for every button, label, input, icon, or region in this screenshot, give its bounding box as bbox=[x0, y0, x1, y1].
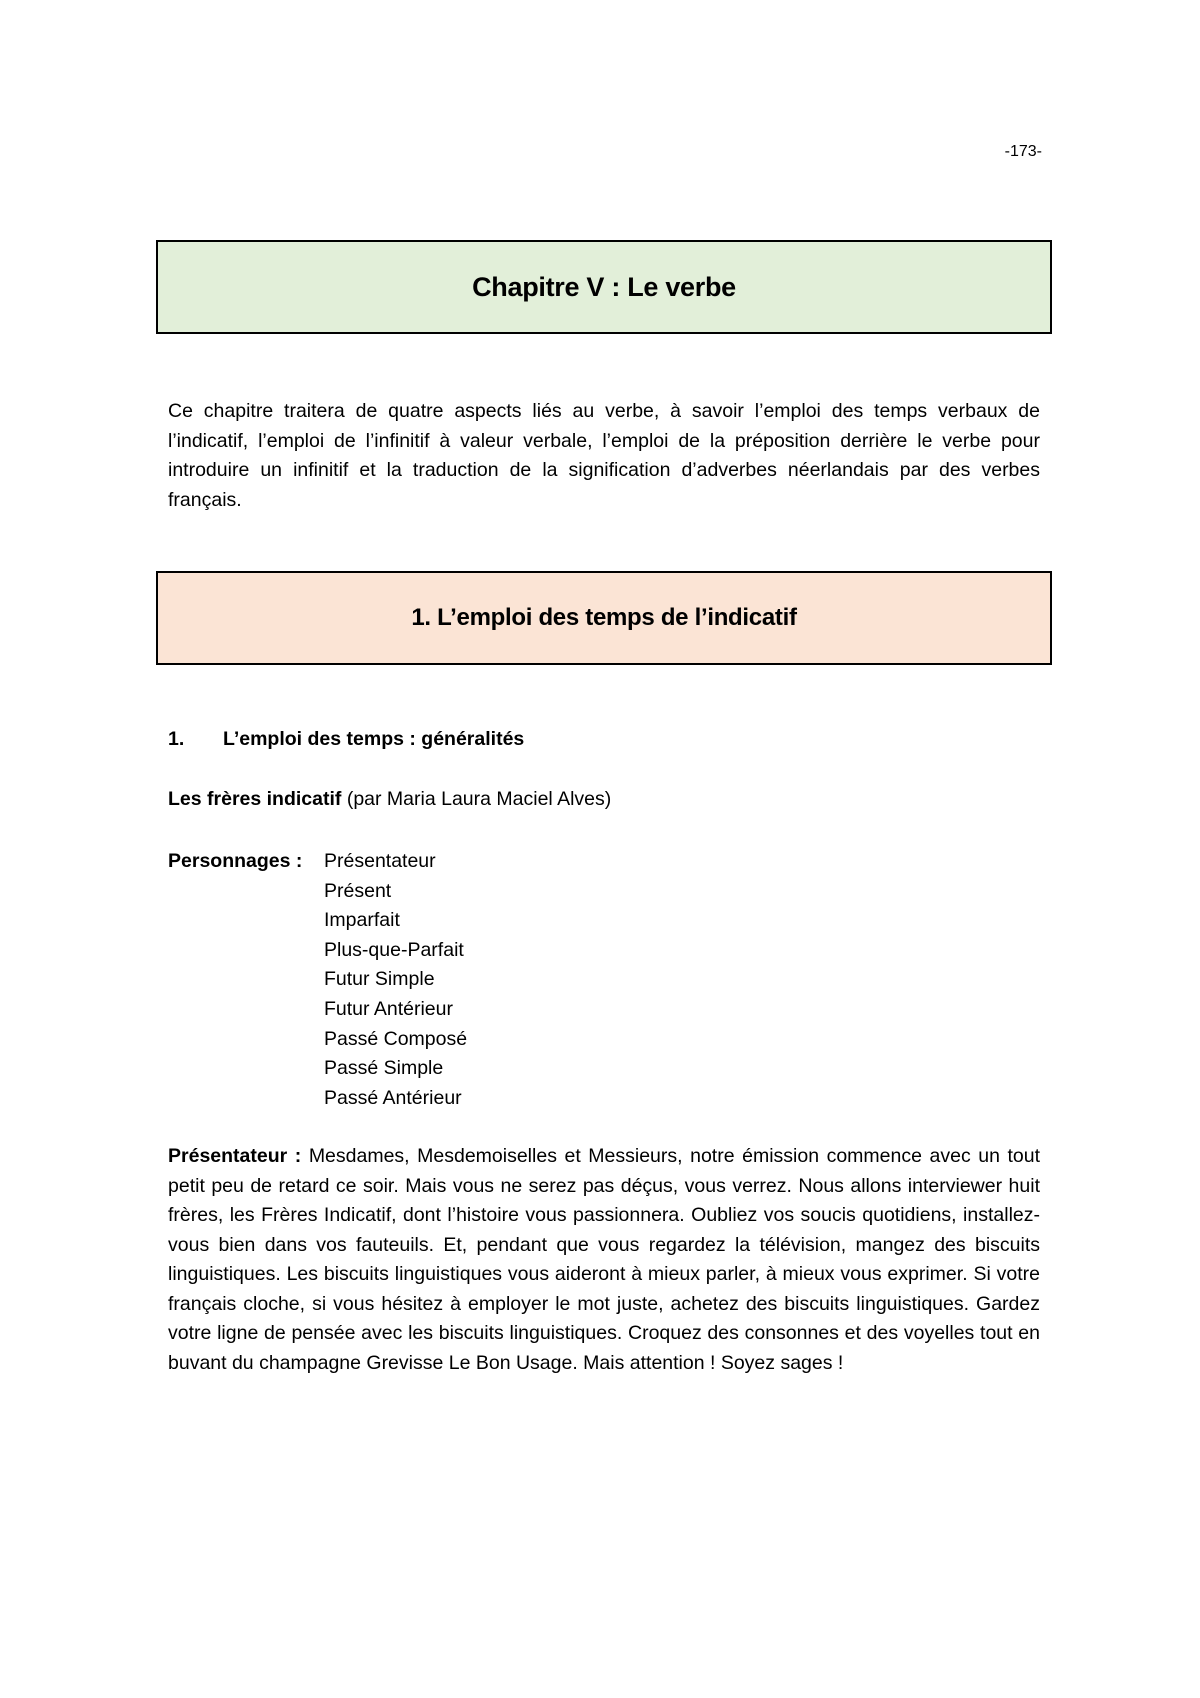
section-title: 1. L’emploi des temps de l’indicatif bbox=[411, 604, 797, 631]
character-item: Plus-que-Parfait bbox=[324, 938, 464, 961]
character-item: Futur Antérieur bbox=[324, 997, 453, 1020]
chapter-title: Chapitre V : Le verbe bbox=[472, 271, 736, 302]
subheading bbox=[168, 728, 524, 751]
character-item: Passé Composé bbox=[324, 1027, 468, 1050]
presenter-text: Mesdames, Mesdemoiselles et Messieurs, notre émission commence avec un tout petit peu de retard ce soir. Mais vous ne serez pas déçus, vous verrez. Nous allons interviewer huit frères, les Frères Indicatif, dont l’histoire vous passionnera. Oubliez vos soucis quotidiens, installez-vous bien dans vos fauteuils. Et, pendant que vous regardez la télévision, mangez des biscuits linguistiques. Les biscuits linguistiques vous aideront à mieux parler, à mieux vous exprimer. Si votre français cloche, si vous hésitez à employer le mot juste, achetez des biscuits linguistiques. Gardez votre ligne de pensée avec les biscuits linguistiques. Croquez des consonnes et des voyelles tout en buvant du champagne Grevisse Le Bon Usage. Mais attention ! Soyez sages ! bbox=[168, 1145, 1040, 1374]
characters-label: Personnages : bbox=[168, 850, 303, 872]
character-item: Futur Simple bbox=[324, 968, 435, 991]
character-item: Présent bbox=[324, 879, 392, 902]
presenter-speaker: Présentateur : bbox=[168, 1145, 302, 1167]
characters-block bbox=[168, 847, 467, 1113]
subheading-text: L’emploi des temps : généralités bbox=[223, 728, 525, 750]
subheading-number: 1. bbox=[168, 728, 185, 750]
character-item: Présentateur bbox=[324, 850, 436, 872]
play-author: (par Maria Laura Maciel Alves) bbox=[346, 788, 612, 810]
chapter-title-box bbox=[156, 240, 1052, 334]
play-title: Les frères indicatif bbox=[168, 788, 342, 810]
character-item: Passé Antérieur bbox=[324, 1086, 462, 1109]
presenter-paragraph bbox=[168, 1142, 1040, 1378]
characters-list bbox=[324, 847, 467, 1113]
page-number: -173- bbox=[1004, 143, 1042, 160]
play-title-line bbox=[168, 788, 611, 811]
intro-paragraph: Ce chapitre traitera de quatre aspects liés au verbe, à savoir l’emploi des temps verbaux de l’indicatif, l’emploi de l’infinitif à valeur verbale, l’emploi de la préposition derrière le verbe pour introduire un infinitif et la traduction de la signification d’adverbes néerlandais par des verbes français. bbox=[168, 400, 1040, 511]
character-item: Passé Simple bbox=[324, 1057, 444, 1080]
section-title-box bbox=[156, 571, 1052, 665]
character-item: Imparfait bbox=[324, 909, 400, 932]
